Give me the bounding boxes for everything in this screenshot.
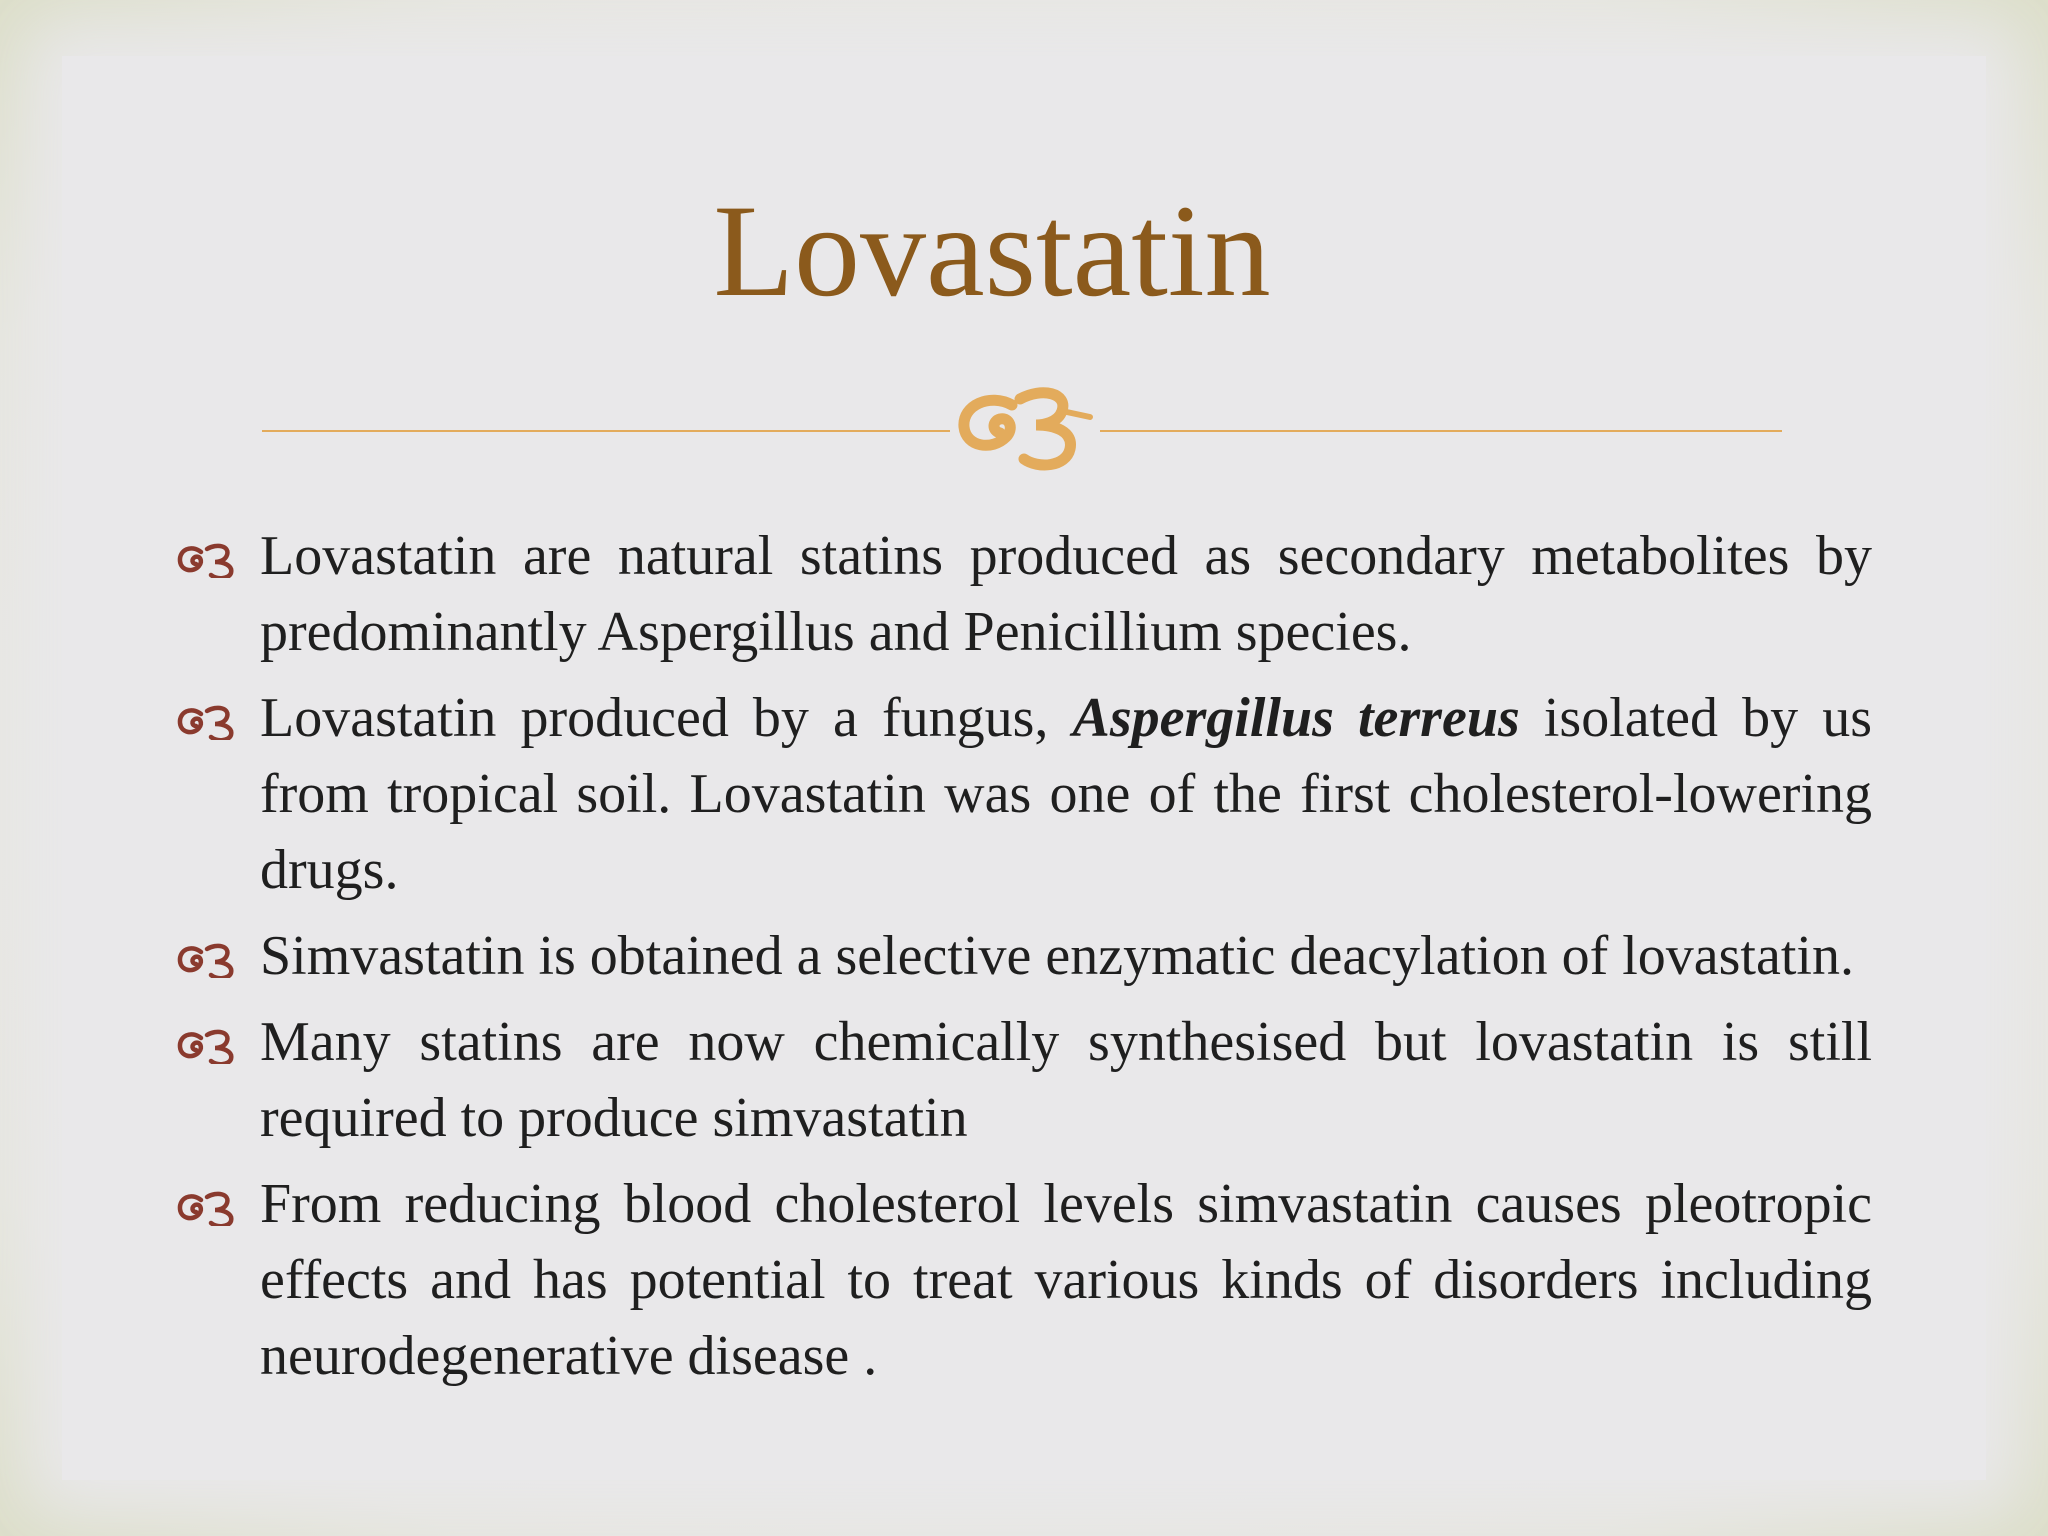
list-item [175,680,1872,908]
swirl-bullet-icon [175,1188,237,1226]
bullet-text-part: Lovastatin produced by a fungus, [260,687,1073,749]
bullet-text: From reducing blood cholesterol levels simvastatin causes pleotropic effects and has potential to treat various kinds of disorders including neurodegenerative disease . [260,1173,1872,1387]
swirl-bullet-icon [175,1026,237,1064]
list-item [175,918,1872,994]
swirl-bullet-icon [175,702,237,740]
slide-title: Lovastatin [713,177,1271,324]
species-name: Aspergillus terreus [1072,687,1520,749]
bullet-text: Lovastatin are natural statins produced as secondary metabolites by predominantly Aspergillus and Penicillium species. [260,525,1872,663]
bullet-text: Many statins are now chemically synthesised but lovastatin is still required to produce simvastatin [260,1011,1872,1149]
swirl-ornament-icon [950,375,1100,475]
list-item [175,1166,1872,1394]
list-item [175,1004,1872,1156]
list-item [175,518,1872,670]
bullet-text-part: isolated by us from tropical soil. Lovastatin was one of the first cholesterol-lowering drugs. [260,687,1872,901]
swirl-bullet-icon [175,940,237,978]
bullet-list [175,518,1872,1404]
bullet-text [260,680,1872,908]
swirl-bullet-icon [175,540,237,578]
bullet-text: Simvastatin is obtained a selective enzymatic deacylation of lovastatin. [260,925,1854,987]
